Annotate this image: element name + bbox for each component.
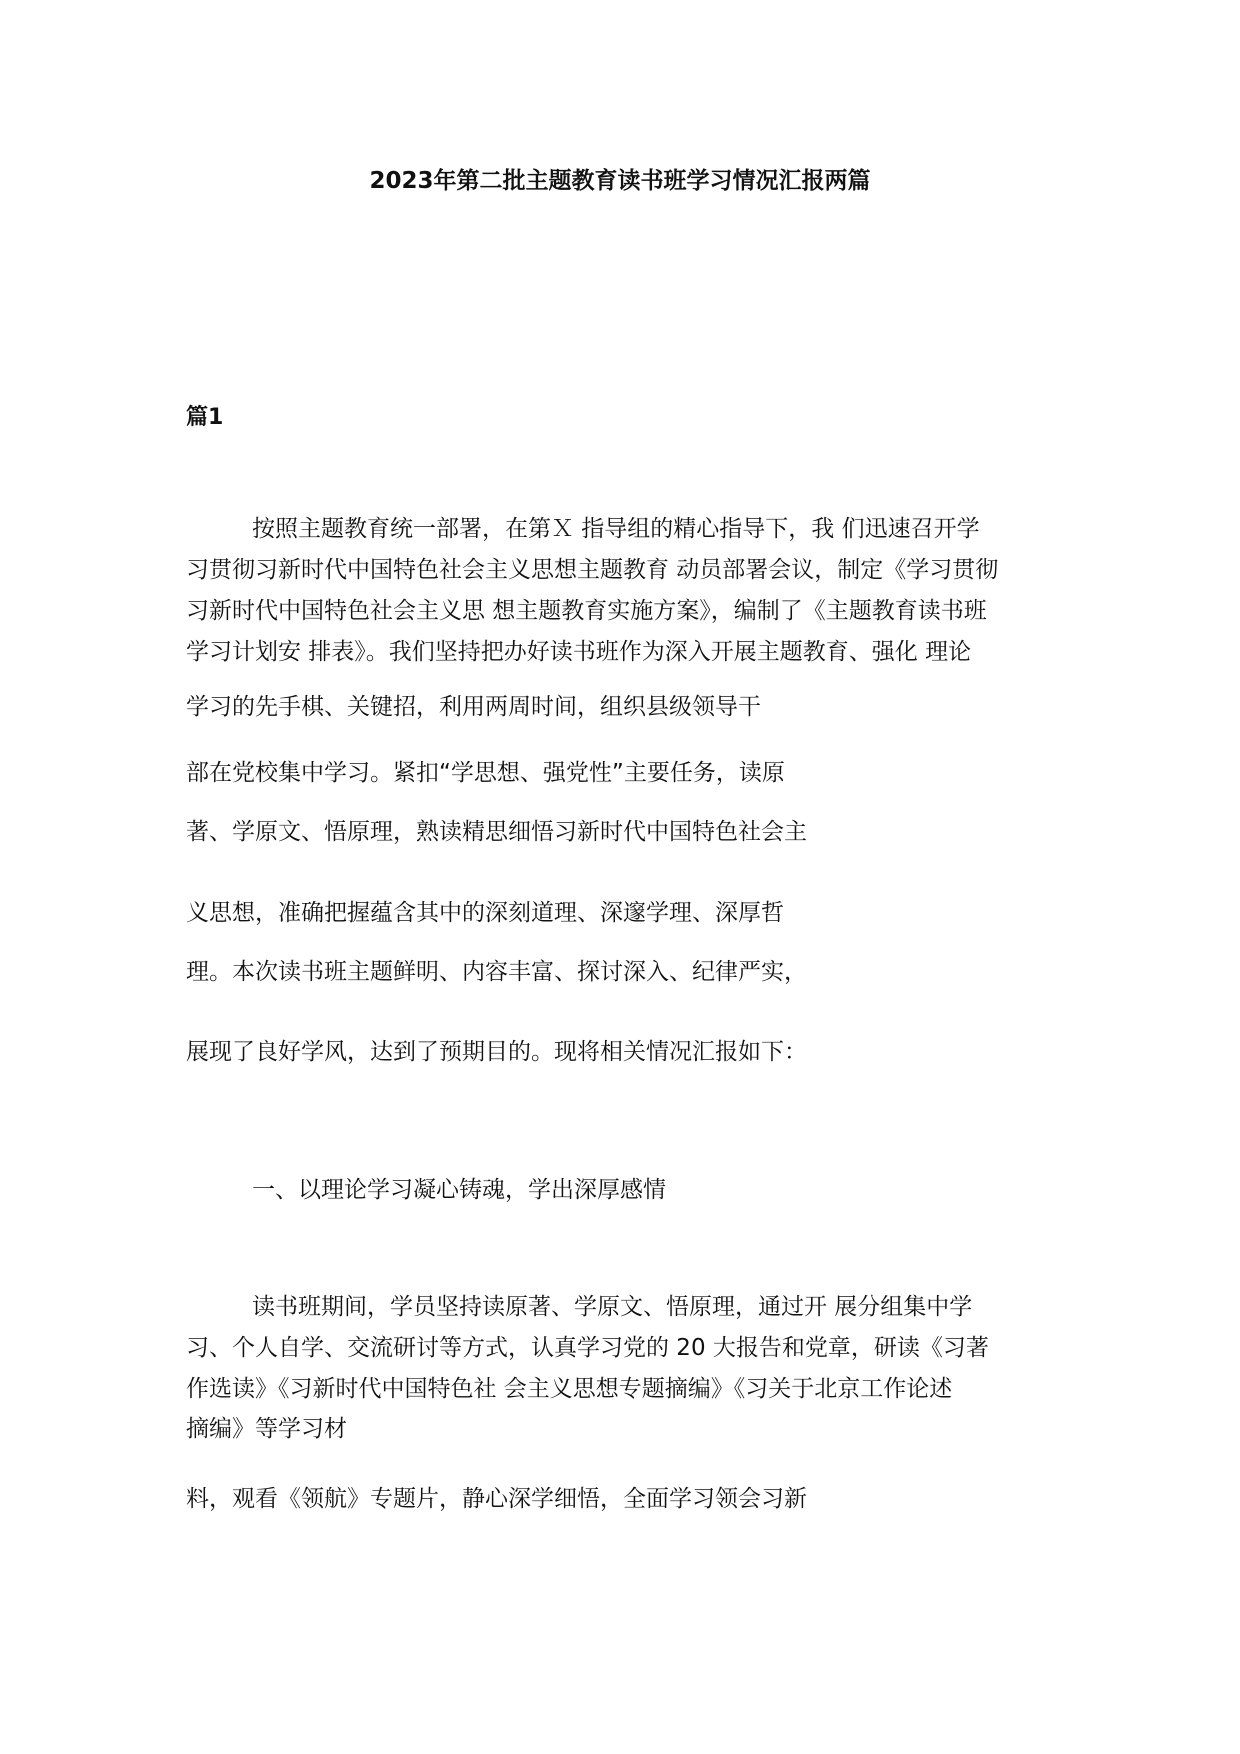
paragraph2-line-3: 作选读》《习新时代中国特色社 会主义思想专题摘编》《习关于北京工作论述 — [186, 1376, 953, 1402]
paragraph1-line-6: 部在党校集中学习。紧扣“学思想、强党性”主要任务，读原 — [186, 760, 785, 786]
paragraph1-line-2: 习贯彻习新时代中国特色社会主义思想主题教育 动员部署会议，制定《学习贯彻 — [186, 557, 999, 583]
paragraph2-line-2: 习、个人自学、交流研讨等方式，认真学习党的 20 大报告和党章，研读《习著 — [186, 1335, 989, 1361]
paragraph1-line-1: 按照主题教育统一部署，在第Ｘ 指导组的精心指导下，我 们迅速召开学 — [252, 516, 980, 542]
document-title: 2023年第二批主题教育读书班学习情况汇报两篇 — [369, 168, 871, 194]
section-label: 篇1 — [186, 405, 224, 430]
paragraph1-line-5: 学习的先手棋、关键招，利用两周时间，组织县级领导干 — [186, 694, 761, 720]
paragraph1-line-8: 义思想，准确把握蕴含其中的深刻道理、深邃学理、深厚哲 — [186, 900, 784, 926]
section-heading-1: 一、以理论学习凝心铸魂，学出深厚感情 — [252, 1177, 666, 1203]
paragraph1-line-3: 习新时代中国特色社会主义思 想主题教育实施方案》，编制了《主题教育读书班 — [186, 598, 987, 624]
paragraph1-line-9: 理。本次读书班主题鲜明、内容丰富、探讨深入、纪律严实， — [186, 959, 807, 985]
paragraph2-line-5: 料，观看《领航》专题片，静心深学细悟，全面学习领会习新 — [186, 1486, 807, 1512]
paragraph1-line-7: 著、学原文、悟原理，熟读精思细悟习新时代中国特色社会主 — [186, 819, 807, 845]
paragraph2-line-4: 摘编》等学习材 — [186, 1416, 347, 1442]
paragraph1-line-4: 学习计划安 排表》。我们坚持把办好读书班作为深入开展主题教育、强化 理论 — [186, 639, 972, 665]
paragraph1-line-10: 展现了良好学风，达到了预期目的。现将相关情况汇报如下： — [186, 1039, 807, 1065]
paragraph2-line-1: 读书班期间，学员坚持读原著、学原文、悟原理，通过开 展分组集中学 — [252, 1294, 973, 1320]
